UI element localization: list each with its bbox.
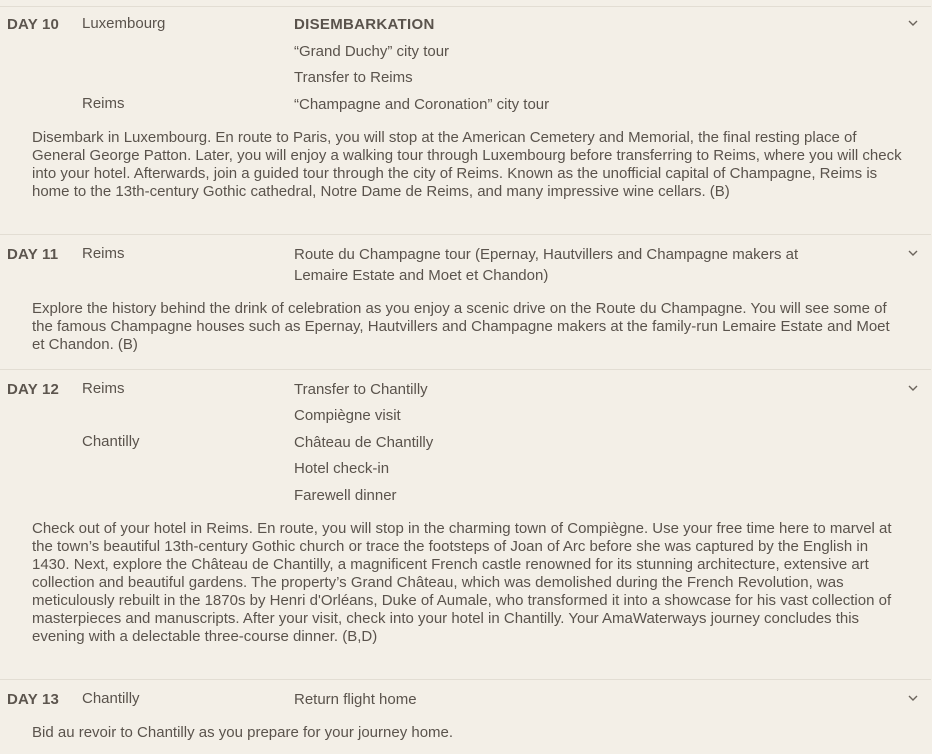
location-chantilly: Chantilly — [82, 690, 140, 707]
chevron-down-icon[interactable] — [907, 247, 919, 259]
activity-farewell-dinner: Farewell dinner — [294, 487, 397, 504]
day-13-section[interactable] — [0, 679, 931, 754]
activity-transfer: Transfer to Reims — [294, 69, 413, 86]
day-label: DAY 12 — [7, 381, 60, 398]
activity-route-champagne-line1: Route du Champagne tour (Epernay, Hautvillers and Champagne makers at — [294, 246, 799, 263]
activity-champagne-tour: “Champagne and Coronation” city tour — [294, 96, 550, 113]
activity-disembarkation: DISEMBARKATION — [294, 16, 435, 33]
location-reims: Reims — [82, 95, 125, 112]
day-label: DAY 11 — [7, 246, 59, 263]
chevron-down-icon[interactable] — [907, 382, 919, 394]
chevron-down-icon[interactable] — [907, 692, 919, 704]
location-reims: Reims — [82, 380, 125, 397]
day-description: Check out of your hotel in Reims. En route, you will stop in the charming town of Compiègne. Use your free time here to marvel at the town’s beautiful 13th-century Gothic church or trace the footsteps of Joan of Arc before she was captured by the English in 1430. Next, explore the Château de Chantilly, a magnificent French castle renowned for its stunning architecture, extensive art collection and beautiful gardens. The property’s Grand Château, which was demolished during the French Revolution, was meticulously rebuilt in the 1870s by Henri d'Orléans, Duke of Aumale, who transformed it into a showcase for his vast collection of masterpieces and manuscripts. After your visit, check into your hotel in Chantilly. Your AmaWaterways journey concludes this evening with a delectable three-course dinner. (B,D) — [32, 520, 892, 645]
location-luxembourg: Luxembourg — [82, 15, 166, 32]
activity-route-champagne-line2: Lemaire Estate and Moet et Chandon) — [294, 267, 549, 284]
day-11-section[interactable] — [0, 234, 931, 369]
activity-city-tour: “Grand Duchy” city tour — [294, 43, 450, 60]
activity-return-flight: Return flight home — [294, 691, 417, 708]
location-reims: Reims — [82, 245, 125, 262]
activity-hotel-checkin: Hotel check-in — [294, 460, 390, 477]
location-chantilly: Chantilly — [82, 433, 140, 450]
day-label: DAY 10 — [7, 16, 60, 33]
day-description: Disembark in Luxembourg. En route to Paris, you will stop at the American Cemetery and Memorial, the final resting place of General George Patton. Later, you will enjoy a walking tour through Luxembourg before transferring to Reims, where you will check into your hotel. Afterwards, join a guided tour through the city of Reims. Known as the unofficial capital of Champagne, Reims is home to the 13th-century Gothic cathedral, Notre Dame de Reims, and many impressive wine cellars. (B) — [32, 129, 902, 200]
day-description: Bid au revoir to Chantilly as you prepare for your journey home. — [32, 724, 454, 741]
chevron-down-icon[interactable] — [907, 17, 919, 29]
activity-compiegne: Compiègne visit — [294, 407, 401, 424]
activity-transfer: Transfer to Chantilly — [294, 381, 428, 398]
day-12-section[interactable] — [0, 369, 931, 679]
day-description: Explore the history behind the drink of celebration as you enjoy a scenic drive on the Route du Champagne. You will see some of the famous Champagne houses such as Epernay, Hautvillers and Champagne makers at the family-run Lemaire Estate and Moet et Chandon. (B) — [32, 300, 890, 353]
day-label: DAY 13 — [7, 691, 60, 708]
day-10-section[interactable] — [0, 6, 931, 234]
activity-chateau: Château de Chantilly — [294, 434, 434, 451]
